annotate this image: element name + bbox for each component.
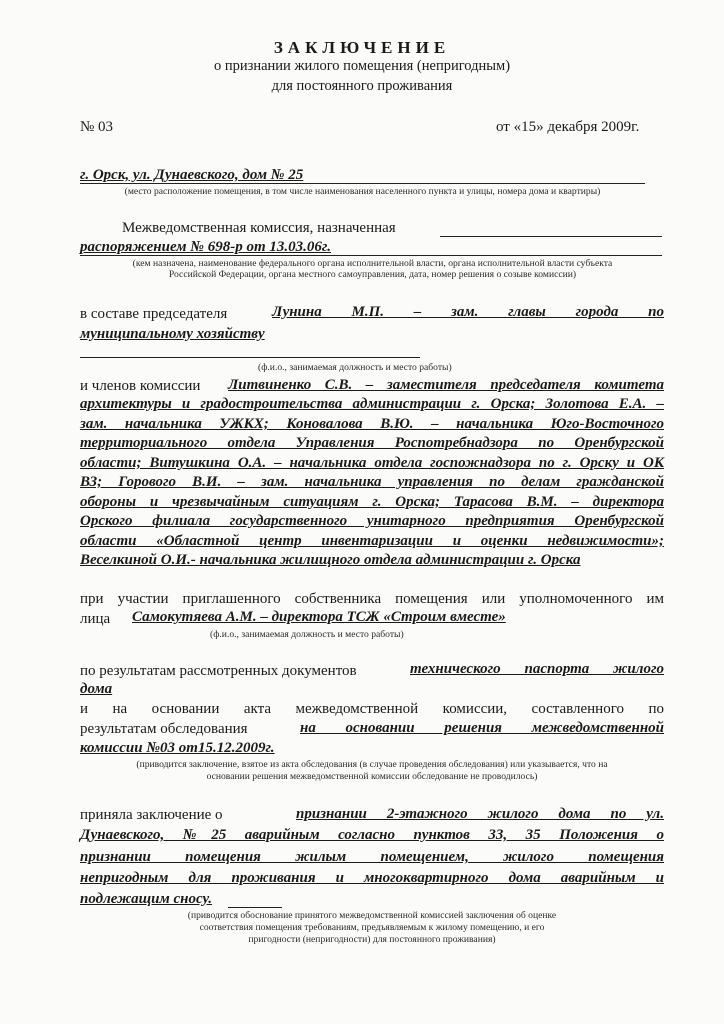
commission-appointed: распоряжением № 698-р от 13.03.06г. — [80, 239, 331, 255]
member-line: зам. начальника УЖКХ; Коновалова В.Ю. – начальника Юго-Восточного — [80, 416, 664, 432]
commission-line-2 — [80, 255, 662, 256]
documents-hint-1: (приводится заключение, взятое из акта обследования (в случае проведения обследования) или указывается, что на — [136, 759, 608, 770]
chairman-lead: в составе председателя — [80, 306, 228, 322]
document-subtitle-2: для постоянного проживания — [271, 78, 453, 94]
member-line: области «Областной центр инвентаризации и оценки недвижимости»; — [80, 533, 664, 549]
conclusion-hint-1: (приводится обоснование принятого межведомственной комиссией заключения об оценке — [187, 910, 557, 921]
member-line: Орского филиала государственного унитарного предприятия Оренбургской — [80, 513, 664, 529]
member-line: области; Витушкина О.А. – начальника отдела госпожнадзора по г. Орску и ОК — [80, 455, 664, 471]
commission-lead: Межведомственная комиссия, назначенная — [122, 220, 396, 236]
document-subtitle: о признании жилого помещения (непригодным) — [213, 58, 511, 74]
documents-value-1: технического паспорта жилого — [410, 661, 664, 677]
member-line: архитектуры и градостроительства администрации г. Орска; Золотова Е.А. – — [80, 396, 664, 412]
member-line: Литвиненко С.В. – заместителя председателя комитета — [228, 377, 664, 393]
conclusion-line: непригодным для проживания и многоквартирного дома аварийным и — [80, 870, 664, 886]
owner-lead: при участии приглашенного собственника помещения или уполномоченного им — [80, 591, 664, 607]
document-number: № 03 — [80, 119, 114, 135]
owner-lead-2: лица — [80, 611, 111, 627]
chairman-line-1: Лунина М.П. – зам. главы города по — [272, 304, 664, 320]
commission-hint-1: (кем назначена, наименование федерального органа исполнительной власти, органа исполнительной власти субъекта — [132, 258, 613, 269]
conclusion-lead: приняла заключение о — [80, 807, 223, 823]
document-title: ЗАКЛЮЧЕНИЕ — [273, 38, 451, 57]
chairman-hint: (ф.и.о., занимаемая должность и место работы) — [258, 362, 452, 373]
documents-value-3: на основании решения межведомственной — [300, 720, 664, 736]
member-line: ВЗ; Горового В.И. – зам. начальника управления по делам гражданской — [80, 474, 664, 490]
location-line — [80, 183, 645, 184]
conclusion-hint-2: соответствия помещения требованиям, предъявляемым к жилому помещению, и его — [199, 922, 545, 933]
conclusion-line: признании помещения жилым помещением, жилого помещения — [80, 849, 664, 865]
commission-hint-2: Российской Федерации, органа местного самоуправления, дата, номер решения о созыве комиссии) — [168, 269, 577, 280]
location-hint: (место расположение помещения, в том числе наименования населенного пункта и улицы, номера дома и квартиры) — [124, 186, 601, 197]
chairman-line-2: муниципальному хозяйству — [80, 326, 265, 342]
conclusion-line: подлежащим сносу. — [80, 891, 213, 907]
documents-act-1: и на основании акта межведомственной комиссии, составленного по — [80, 701, 664, 717]
conclusion-tail-line — [228, 907, 282, 908]
members-lead: и членов комиссии — [80, 378, 201, 394]
owner-value: Самокутяева А.М. – директора ТСЖ «Строим вместе» — [132, 609, 506, 625]
documents-lead: по результатам рассмотренных документов — [80, 663, 357, 679]
conclusion-hint-3: пригодности (непригодности) для постоянного проживания) — [248, 934, 496, 945]
documents-act-2: результатам обследования — [80, 721, 248, 737]
owner-hint: (ф.и.о., занимаемая должность и место работы) — [210, 629, 404, 640]
conclusion-line: признании 2-этажного жилого дома по ул. — [296, 806, 664, 822]
commission-line-1 — [440, 236, 662, 237]
chairman-line-3 — [80, 357, 420, 358]
member-line: обороны и чрезвычайным ситуациям г. Орска; Тарасова В.М. – директора — [80, 494, 664, 510]
documents-value-4: комиссии №03 от15.12.2009г. — [80, 740, 275, 756]
document-date: от «15» декабря 2009г. — [496, 119, 640, 135]
documents-value-2: дома — [80, 681, 113, 697]
documents-hint-2: основании решения межведомственной комиссии обследование не проводилось) — [206, 771, 538, 782]
location-value: г. Орск, ул. Дунаевского, дом № 25 — [80, 167, 304, 183]
member-line: Веселкиной О.И.- начальника жилищного отдела администрации г. Орска — [80, 552, 581, 568]
conclusion-line: Дунаевского, №25 аварийным согласно пунктов 33, 35 Положения о — [80, 827, 664, 843]
member-line: территориального отдела Управления Роспотребнадзора по Оренбургской — [80, 435, 664, 451]
